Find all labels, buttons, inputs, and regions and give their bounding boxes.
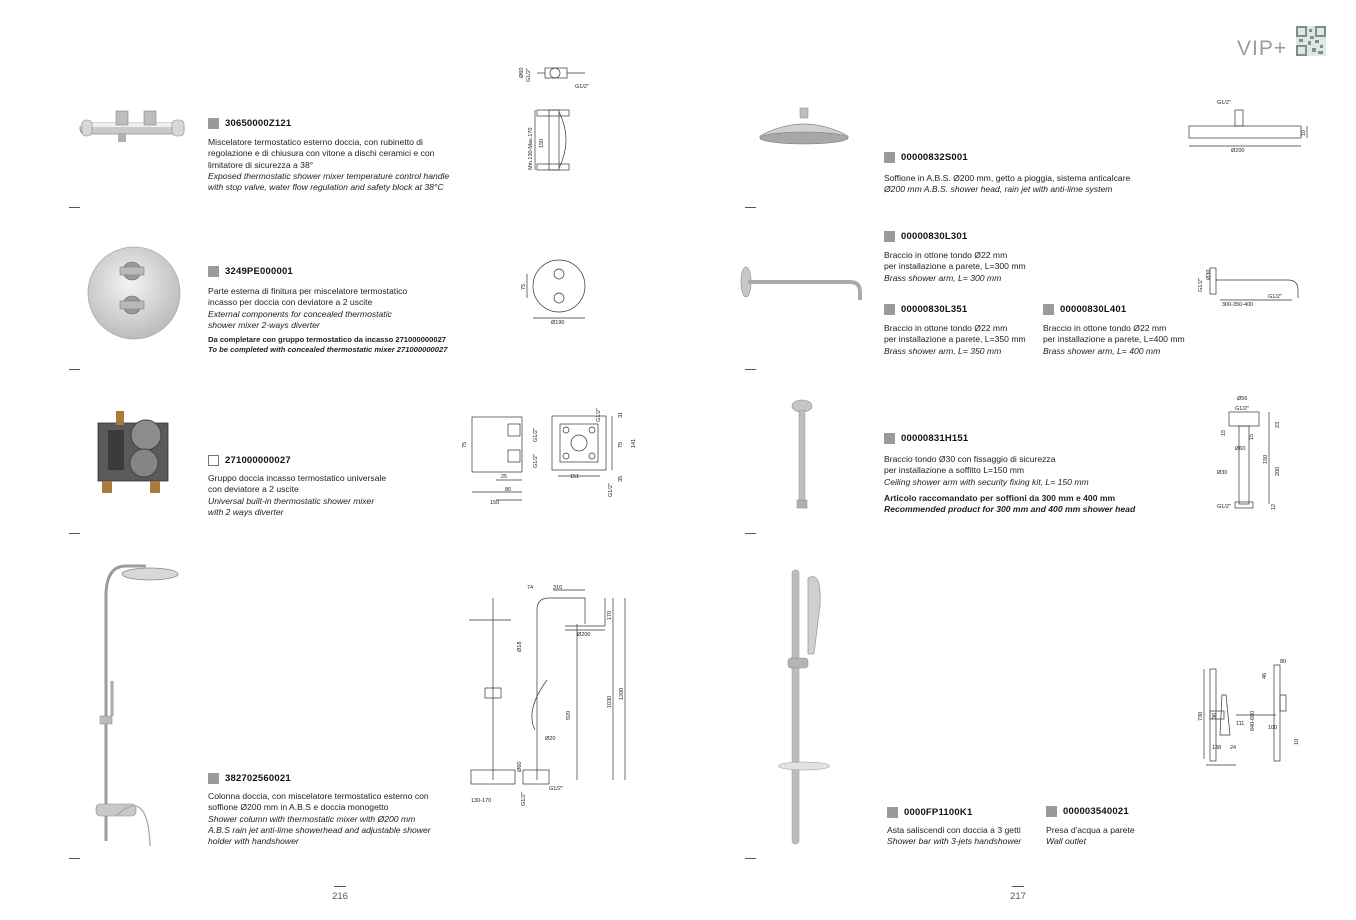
svg-text:170: 170 xyxy=(607,610,613,620)
product-description: Braccio in ottone tondo Ø22 mm per installazione a parete, L=350 mm Brass shower arm, L= 350 mm xyxy=(884,323,1026,356)
product-code: 0000FP1100K1 xyxy=(904,807,973,818)
product-code-row xyxy=(884,231,967,242)
product-code: 382702560021 xyxy=(225,773,291,784)
svg-text:150: 150 xyxy=(539,138,545,148)
color-swatch xyxy=(1046,806,1057,817)
technical-drawing xyxy=(515,62,595,187)
svg-text:G1/2": G1/2" xyxy=(533,454,539,468)
svg-text:920: 920 xyxy=(566,710,572,720)
concealed-mixer-body-photo xyxy=(88,405,183,500)
svg-text:1200: 1200 xyxy=(619,687,625,700)
svg-text:Ø60: Ø60 xyxy=(519,67,525,78)
svg-text:150: 150 xyxy=(490,500,500,506)
product-description: Braccio tondo Ø30 con fissaggio di sicurezza per installazione a soffitto L=150 mm Ceiling shower arm with security fixing kit, L= 150 mm Articolo raccomandato per soffioni da 300 mm e 400 mm Recommended product for 300 mm and 400 mm shower head xyxy=(884,454,1136,515)
svg-text:80: 80 xyxy=(1280,659,1287,665)
product-code: 00000832S001 xyxy=(901,152,968,163)
svg-text:Ø18: Ø18 xyxy=(517,641,523,652)
svg-text:200: 200 xyxy=(1275,466,1281,476)
product-code: 3249PE000001 xyxy=(225,266,293,277)
svg-text:31: 31 xyxy=(618,411,624,418)
svg-text:310: 310 xyxy=(553,585,563,591)
svg-text:100: 100 xyxy=(1268,725,1278,731)
page-number-left: 216 xyxy=(325,886,355,902)
product-description: Miscelatore termostatico esterno doccia, con rubinetto di regolazione e di chiusura con vitone a dischi ceramici e con limitatore di sicurezza a 38° Exposed thermostatic shower mixer temperature control handle with stop valve, water flow regulation and safety block at 38°C xyxy=(208,137,450,193)
color-swatch xyxy=(208,266,219,277)
product-code-row xyxy=(208,455,291,466)
svg-text:G1/2": G1/2" xyxy=(1268,294,1282,300)
product-code-row xyxy=(884,433,968,444)
svg-text:80: 80 xyxy=(505,487,512,493)
shower-head-photo xyxy=(756,106,852,150)
product-description: Colonna doccia, con miscelatore termostatico esterno con soffione Ø200 mm in A.B.S e doccia monogetto Shower column with thermostatic mixer with Ø200 mm A.B.S rain jet anti-lime showerhead and adjustable shower holder with handshower xyxy=(208,791,431,847)
svg-text:46: 46 xyxy=(1262,672,1268,679)
product-code-row xyxy=(208,266,293,277)
product-description: Soffione in A.B.S. Ø200 mm, getto a pioggia, sistema anticalcare Ø200 mm A.B.S. shower head, rain jet with anti-lime system xyxy=(884,173,1131,195)
color-swatch xyxy=(884,231,895,242)
svg-text:75: 75 xyxy=(618,441,624,448)
svg-text:Ø30: Ø30 xyxy=(1206,269,1212,280)
svg-text:G1/2": G1/2" xyxy=(533,428,539,442)
separator xyxy=(69,207,80,208)
svg-text:G1/2": G1/2" xyxy=(608,483,614,497)
svg-text:151: 151 xyxy=(570,474,580,480)
thermostatic-mixer-photo xyxy=(78,105,188,145)
svg-text:15: 15 xyxy=(1221,429,1227,436)
color-swatch xyxy=(208,118,219,129)
color-swatch xyxy=(884,433,895,444)
svg-text:Ø60: Ø60 xyxy=(1235,446,1246,452)
svg-text:G1/2": G1/2" xyxy=(549,786,563,792)
product-description: Parte esterna di finitura per miscelatore termostatico incasso per doccia con deviatore a 2 uscite External components for concealed thermostatic shower mixer 2-ways diverter Da completare con gruppo termostatico da incasso 271000000027 To be completed with concealed thermostatic mixer 271000000027 xyxy=(208,286,448,355)
svg-text:24: 24 xyxy=(1230,745,1237,751)
color-swatch xyxy=(884,152,895,163)
svg-text:111: 111 xyxy=(1236,721,1245,727)
color-swatch xyxy=(208,773,219,784)
technical-drawing xyxy=(1192,260,1312,312)
separator xyxy=(69,858,80,859)
svg-text:25: 25 xyxy=(501,474,508,480)
product-code-row xyxy=(1046,806,1129,817)
svg-text:10: 10 xyxy=(1294,738,1300,745)
svg-text:Ø200: Ø200 xyxy=(577,632,591,638)
separator xyxy=(745,858,756,859)
mixer-faceplate-photo xyxy=(84,243,184,343)
product-code-row xyxy=(208,118,291,129)
separator xyxy=(745,207,756,208)
svg-text:G1/2": G1/2" xyxy=(1217,504,1231,510)
product-code-row xyxy=(884,152,968,163)
product-description: Braccio in ottone tondo Ø22 mm per installazione a parete, L=400 mm Brass shower arm, L= 400 mm xyxy=(1043,323,1185,356)
color-swatch xyxy=(208,455,219,466)
svg-text:15: 15 xyxy=(1249,433,1255,440)
product-description: Gruppo doccia incasso termostatico universale con deviatore a 2 uscite Universal built-in thermostatic shower mixer with 2 ways diverter xyxy=(208,473,387,517)
svg-text:Ø200: Ø200 xyxy=(1231,148,1245,154)
color-swatch xyxy=(887,807,898,818)
separator xyxy=(745,369,756,370)
technical-drawing xyxy=(1185,96,1310,158)
color-swatch xyxy=(1043,304,1054,315)
product-description: Asta saliscendi con doccia a 3 getti Shower bar with 3-jets handshower xyxy=(887,825,1022,847)
svg-text:G1/2": G1/2" xyxy=(521,792,527,806)
qr-code-icon xyxy=(1296,26,1326,56)
svg-text:10: 10 xyxy=(1301,129,1307,136)
svg-text:75: 75 xyxy=(521,283,527,290)
product-code: 00000831H151 xyxy=(901,433,969,444)
svg-text:141: 141 xyxy=(631,438,637,448)
svg-text:75: 75 xyxy=(462,441,468,448)
svg-text:G1/2": G1/2" xyxy=(1217,100,1231,106)
technical-drawing xyxy=(458,402,648,512)
color-swatch xyxy=(884,304,895,315)
svg-text:36: 36 xyxy=(1212,712,1218,719)
svg-text:730: 730 xyxy=(1198,711,1204,721)
product-code-row xyxy=(887,807,972,818)
svg-text:300-350-400: 300-350-400 xyxy=(1222,302,1254,308)
product-code: 00000830L351 xyxy=(901,304,968,315)
technical-drawing xyxy=(465,580,640,805)
svg-text:74: 74 xyxy=(527,585,534,591)
page-number-right: 217 xyxy=(1003,886,1033,902)
svg-text:Ø60: Ø60 xyxy=(517,761,523,772)
product-code: 00000830L301 xyxy=(901,231,968,242)
product-description: Presa d'acqua a parete Wall outlet xyxy=(1046,825,1135,847)
svg-text:Min.130-Max.170: Min.130-Max.170 xyxy=(528,127,534,170)
svg-text:Ø30: Ø30 xyxy=(1217,470,1228,476)
product-code: 000003540021 xyxy=(1063,806,1129,817)
svg-text:Ø190: Ø190 xyxy=(551,320,565,326)
wall-shower-arm-photo xyxy=(740,262,866,302)
svg-text:Ø56: Ø56 xyxy=(1237,396,1248,402)
svg-text:G1/2": G1/2" xyxy=(596,408,602,422)
separator xyxy=(69,369,80,370)
separator xyxy=(69,533,80,534)
separator xyxy=(745,533,756,534)
svg-text:150: 150 xyxy=(1263,454,1269,464)
product-code-row xyxy=(1043,304,1126,315)
product-code: 30650000Z121 xyxy=(225,118,292,129)
ceiling-shower-arm-photo xyxy=(790,396,814,512)
product-description: Braccio in ottone tondo Ø22 mm per installazione a parete, L=300 mm Brass shower arm, L= 300 mm xyxy=(884,250,1026,283)
svg-text:G1/2": G1/2" xyxy=(1198,278,1204,292)
svg-text:G1/2": G1/2" xyxy=(1235,406,1249,412)
svg-text:1030: 1030 xyxy=(607,695,613,708)
brand-logo: VIP+ xyxy=(1237,37,1288,60)
product-code: 00000830L401 xyxy=(1060,304,1127,315)
product-code: 271000000027 xyxy=(225,455,291,466)
shower-bar-photo xyxy=(776,566,836,848)
shower-column-photo xyxy=(78,556,188,848)
product-code-row xyxy=(884,304,967,315)
technical-drawing xyxy=(1196,655,1306,767)
svg-text:G1/2": G1/2" xyxy=(575,84,589,90)
svg-text:130-170: 130-170 xyxy=(471,798,492,804)
svg-text:Ø20: Ø20 xyxy=(545,736,556,742)
technical-drawing xyxy=(517,258,602,328)
svg-text:G1/2": G1/2" xyxy=(526,68,532,82)
svg-text:35: 35 xyxy=(618,475,624,482)
technical-drawing xyxy=(1213,394,1285,512)
svg-text:640-680: 640-680 xyxy=(1250,710,1256,731)
svg-text:23: 23 xyxy=(1275,421,1281,428)
svg-text:12: 12 xyxy=(1271,503,1277,510)
svg-text:138: 138 xyxy=(1212,745,1222,751)
product-code-row xyxy=(208,773,291,784)
